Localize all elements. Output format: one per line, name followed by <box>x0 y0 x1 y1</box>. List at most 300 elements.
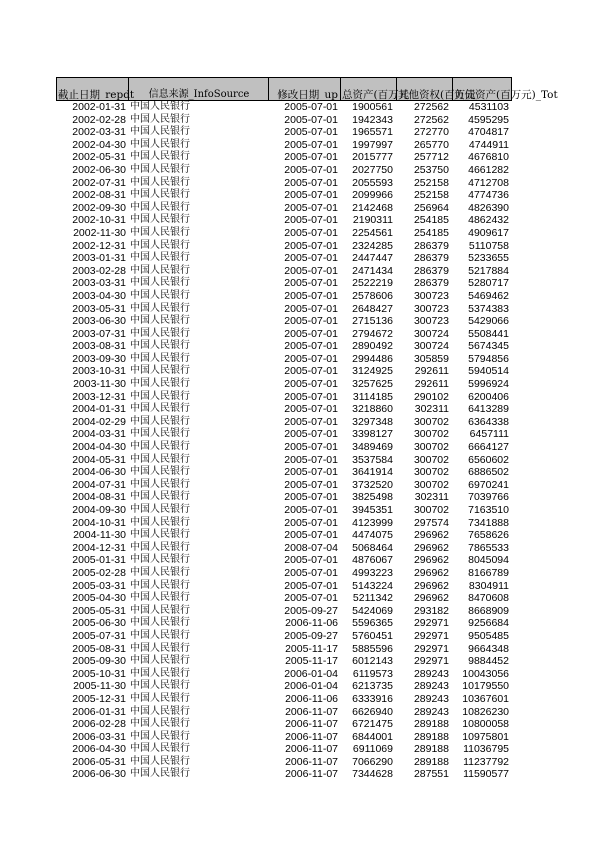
cell-v3[interactable]: 9884452 <box>468 655 509 668</box>
cell-v1[interactable]: 3297348 <box>352 415 393 428</box>
cell-date[interactable]: 2004-07-31 <box>72 478 126 491</box>
cell-v2[interactable]: 289188 <box>413 730 449 743</box>
cell-source[interactable]: 中国人民银行 <box>130 441 190 453</box>
cell-v2[interactable]: 289243 <box>413 705 449 718</box>
cell-modified[interactable]: 2005-07-01 <box>284 428 338 441</box>
cell-v3[interactable]: 9256684 <box>468 617 509 630</box>
cell-source[interactable]: 中国人民银行 <box>130 453 190 465</box>
cell-v2[interactable]: 292971 <box>413 629 449 642</box>
cell-source[interactable]: 中国人民银行 <box>130 541 190 553</box>
cell-source[interactable]: 中国人民银行 <box>130 201 190 213</box>
cell-source[interactable]: 中国人民银行 <box>130 214 190 226</box>
cell-modified[interactable]: 2005-07-01 <box>284 315 338 328</box>
cell-v2[interactable]: 300702 <box>413 453 449 466</box>
cell-v1[interactable]: 5143224 <box>352 579 393 592</box>
cell-date[interactable]: 2005-04-30 <box>72 592 126 605</box>
cell-v1[interactable]: 1997997 <box>352 138 393 151</box>
cell-source[interactable]: 中国人民银行 <box>130 554 190 566</box>
cell-source[interactable]: 中国人民银行 <box>130 428 190 440</box>
cell-source[interactable]: 中国人民银行 <box>130 743 190 755</box>
cell-source[interactable]: 中国人民银行 <box>130 491 190 503</box>
cell-source[interactable]: 中国人民银行 <box>130 264 190 276</box>
cell-v2[interactable]: 286379 <box>413 252 449 265</box>
cell-modified[interactable]: 2006-11-06 <box>285 617 338 630</box>
cell-v1[interactable]: 5424069 <box>352 604 393 617</box>
cell-date[interactable]: 2002-03-31 <box>72 126 126 139</box>
cell-v2[interactable]: 296962 <box>413 529 449 542</box>
cell-source[interactable]: 中国人民银行 <box>130 151 190 163</box>
cell-v3[interactable]: 6457111 <box>469 428 509 441</box>
cell-v3[interactable]: 11237792 <box>463 755 509 768</box>
cell-v1[interactable]: 7344628 <box>352 768 393 781</box>
cell-v1[interactable]: 2447447 <box>352 252 393 265</box>
cell-v3[interactable]: 8668909 <box>468 604 509 617</box>
cell-date[interactable]: 2003-01-31 <box>72 252 126 265</box>
cell-modified[interactable]: 2005-07-01 <box>284 239 338 252</box>
cell-source[interactable]: 中国人民银行 <box>130 415 190 427</box>
cell-v1[interactable]: 6911069 <box>352 743 393 756</box>
cell-modified[interactable]: 2005-09-27 <box>284 604 338 617</box>
cell-date[interactable]: 2004-10-31 <box>72 516 126 529</box>
cell-v1[interactable]: 4876067 <box>352 554 393 567</box>
cell-v3[interactable]: 4676810 <box>468 151 509 164</box>
cell-source[interactable]: 中国人民银行 <box>130 390 190 402</box>
cell-modified[interactable]: 2005-07-01 <box>284 529 338 542</box>
cell-source[interactable]: 中国人民银行 <box>130 478 190 490</box>
cell-source[interactable]: 中国人民银行 <box>130 277 190 289</box>
cell-v2[interactable]: 292611 <box>414 378 449 391</box>
cell-source[interactable]: 中国人民银行 <box>130 403 190 415</box>
cell-v1[interactable]: 3641914 <box>352 466 393 479</box>
cell-v2[interactable]: 289188 <box>413 755 449 768</box>
cell-v1[interactable]: 3537584 <box>352 453 393 466</box>
cell-modified[interactable]: 2005-07-01 <box>284 289 338 302</box>
cell-modified[interactable]: 2005-07-01 <box>284 352 338 365</box>
cell-v2[interactable]: 300724 <box>413 340 449 353</box>
cell-modified[interactable]: 2005-07-01 <box>284 302 338 315</box>
cell-v3[interactable]: 7163510 <box>468 504 509 516</box>
cell-source[interactable]: 中国人民银行 <box>130 504 190 515</box>
cell-v1[interactable]: 5211342 <box>352 592 393 605</box>
cell-modified[interactable]: 2005-07-01 <box>284 504 338 516</box>
cell-date[interactable]: 2005-06-30 <box>72 617 126 630</box>
cell-v3[interactable]: 6413289 <box>468 403 509 416</box>
cell-modified[interactable]: 2005-07-01 <box>284 378 338 391</box>
cell-v2[interactable]: 292971 <box>413 642 449 655</box>
cell-v3[interactable]: 4661282 <box>468 163 509 176</box>
cell-date[interactable]: 2005-05-31 <box>72 604 126 617</box>
cell-v2[interactable]: 254185 <box>413 214 449 227</box>
cell-v3[interactable]: 5429066 <box>468 315 509 328</box>
cell-v2[interactable]: 289188 <box>413 718 449 731</box>
cell-v3[interactable]: 7039766 <box>468 491 509 504</box>
cell-v2[interactable]: 300702 <box>413 504 449 516</box>
cell-v1[interactable]: 3114185 <box>352 390 393 403</box>
cell-v3[interactable]: 7865533 <box>468 541 509 554</box>
cell-date[interactable]: 2003-10-31 <box>72 365 126 378</box>
cell-modified[interactable]: 2006-11-07 <box>285 768 338 781</box>
cell-source[interactable]: 中国人民银行 <box>130 101 190 112</box>
cell-v3[interactable]: 4595295 <box>468 113 509 126</box>
cell-v3[interactable]: 11590577 <box>463 768 509 781</box>
cell-modified[interactable]: 2005-09-27 <box>284 629 338 642</box>
cell-source[interactable]: 中国人民银行 <box>130 113 190 125</box>
cell-date[interactable]: 2004-12-31 <box>72 541 126 554</box>
cell-v1[interactable]: 6333916 <box>352 692 393 705</box>
cell-date[interactable]: 2004-04-30 <box>72 441 126 454</box>
cell-v3[interactable]: 5217884 <box>468 264 509 277</box>
cell-date[interactable]: 2002-02-28 <box>72 113 126 126</box>
cell-v3[interactable]: 4862432 <box>468 214 509 227</box>
cell-source[interactable]: 中国人民银行 <box>130 655 190 667</box>
cell-date[interactable]: 2003-04-30 <box>72 289 126 302</box>
cell-date[interactable]: 2002-09-30 <box>72 201 126 214</box>
cell-date[interactable]: 2004-05-31 <box>72 453 126 466</box>
cell-modified[interactable]: 2005-07-01 <box>284 327 338 340</box>
cell-v2[interactable]: 305859 <box>413 352 449 365</box>
cell-source[interactable]: 中国人民银行 <box>130 289 190 301</box>
cell-date[interactable]: 2006-02-28 <box>72 718 126 731</box>
cell-modified[interactable]: 2005-07-01 <box>284 340 338 353</box>
cell-modified[interactable]: 2006-11-07 <box>285 755 338 768</box>
cell-modified[interactable]: 2005-11-17 <box>285 655 338 668</box>
cell-modified[interactable]: 2006-11-07 <box>285 705 338 718</box>
cell-v2[interactable]: 256964 <box>413 201 449 214</box>
header-cell-v1[interactable]: 总资产(百万元 <box>340 77 396 101</box>
cell-v2[interactable]: 300723 <box>413 302 449 315</box>
cell-v1[interactable]: 2648427 <box>352 302 393 315</box>
cell-v3[interactable]: 8304911 <box>468 579 509 592</box>
cell-modified[interactable]: 2005-07-01 <box>284 566 338 579</box>
cell-source[interactable]: 中国人民银行 <box>130 592 190 604</box>
cell-source[interactable]: 中国人民银行 <box>130 126 190 138</box>
cell-v3[interactable]: 10800058 <box>462 718 509 731</box>
cell-v1[interactable]: 1942343 <box>352 113 393 126</box>
cell-date[interactable]: 2002-11-30 <box>73 226 126 239</box>
cell-v3[interactable]: 6364338 <box>468 415 509 428</box>
cell-v3[interactable]: 4826390 <box>468 201 509 214</box>
cell-v3[interactable]: 5674345 <box>468 340 509 353</box>
cell-v3[interactable]: 10975801 <box>462 730 509 743</box>
cell-v2[interactable]: 272562 <box>413 101 449 113</box>
header-cell-source[interactable]: 信息来源_InfoSource <box>128 77 268 101</box>
cell-v3[interactable]: 4712708 <box>468 176 509 189</box>
cell-modified[interactable]: 2006-11-06 <box>285 692 338 705</box>
cell-date[interactable]: 2003-06-30 <box>72 315 126 328</box>
cell-source[interactable]: 中国人民银行 <box>130 239 190 251</box>
cell-v1[interactable]: 6012143 <box>352 655 393 668</box>
cell-date[interactable]: 2005-03-31 <box>72 579 126 592</box>
cell-v1[interactable]: 3124925 <box>352 365 393 378</box>
cell-modified[interactable]: 2005-07-01 <box>284 516 338 529</box>
cell-v1[interactable]: 3489469 <box>352 441 393 454</box>
cell-modified[interactable]: 2005-07-01 <box>284 478 338 491</box>
cell-source[interactable]: 中国人民银行 <box>130 226 190 238</box>
cell-date[interactable]: 2003-08-31 <box>72 340 126 353</box>
cell-v1[interactable]: 2471434 <box>352 264 393 277</box>
cell-modified[interactable]: 2005-07-01 <box>284 441 338 454</box>
cell-v1[interactable]: 2015777 <box>352 151 393 164</box>
cell-modified[interactable]: 2005-07-01 <box>284 390 338 403</box>
cell-modified[interactable]: 2006-01-04 <box>284 667 338 680</box>
cell-v3[interactable]: 5280717 <box>468 277 509 290</box>
cell-v3[interactable]: 5794856 <box>468 352 509 365</box>
cell-v1[interactable]: 6721475 <box>352 718 393 731</box>
cell-v3[interactable]: 5508441 <box>468 327 509 340</box>
cell-v1[interactable]: 2794672 <box>352 327 393 340</box>
cell-v1[interactable]: 2578606 <box>352 289 393 302</box>
cell-v3[interactable]: 5940514 <box>468 365 509 378</box>
cell-v1[interactable]: 4123999 <box>352 516 393 529</box>
cell-date[interactable]: 2003-12-31 <box>72 390 126 403</box>
cell-source[interactable]: 中国人民银行 <box>130 692 190 704</box>
cell-v2[interactable]: 296962 <box>413 566 449 579</box>
cell-v1[interactable]: 6119573 <box>352 667 393 680</box>
cell-source[interactable]: 中国人民银行 <box>130 340 190 352</box>
cell-v3[interactable]: 7658626 <box>468 529 509 542</box>
cell-date[interactable]: 2002-07-31 <box>72 176 126 189</box>
cell-v3[interactable]: 6560602 <box>468 453 509 466</box>
cell-date[interactable]: 2006-03-31 <box>72 730 126 743</box>
cell-source[interactable]: 中国人民银行 <box>130 529 190 541</box>
cell-date[interactable]: 2003-03-31 <box>72 277 126 290</box>
cell-date[interactable]: 2004-11-30 <box>73 529 126 542</box>
cell-v2[interactable]: 252158 <box>413 189 449 202</box>
cell-modified[interactable]: 2005-07-01 <box>284 466 338 479</box>
cell-source[interactable]: 中国人民银行 <box>130 163 190 175</box>
cell-source[interactable]: 中国人民银行 <box>130 327 190 339</box>
cell-date[interactable]: 2004-02-29 <box>72 415 126 428</box>
cell-v2[interactable]: 300723 <box>413 315 449 328</box>
cell-v2[interactable]: 265770 <box>413 138 449 151</box>
cell-v3[interactable]: 6664127 <box>468 441 509 454</box>
cell-date[interactable]: 2006-05-31 <box>72 755 126 768</box>
cell-v2[interactable]: 253750 <box>413 163 449 176</box>
cell-date[interactable]: 2005-01-31 <box>72 554 126 567</box>
cell-v1[interactable]: 1900561 <box>352 101 393 113</box>
cell-date[interactable]: 2003-11-30 <box>73 378 126 391</box>
cell-date[interactable]: 2005-02-28 <box>72 566 126 579</box>
cell-source[interactable]: 中国人民银行 <box>130 629 190 641</box>
cell-v2[interactable]: 289188 <box>413 743 449 756</box>
cell-v3[interactable]: 9664348 <box>468 642 509 655</box>
cell-source[interactable]: 中国人民银行 <box>130 378 190 390</box>
cell-v1[interactable]: 6213735 <box>352 680 393 693</box>
cell-source[interactable]: 中国人民银行 <box>130 516 190 528</box>
cell-source[interactable]: 中国人民银行 <box>130 566 190 578</box>
cell-modified[interactable]: 2005-07-01 <box>284 415 338 428</box>
cell-modified[interactable]: 2005-07-01 <box>284 138 338 151</box>
cell-v2[interactable]: 300702 <box>413 466 449 479</box>
cell-source[interactable]: 中国人民银行 <box>130 138 190 150</box>
cell-v1[interactable]: 2890492 <box>352 340 393 353</box>
cell-source[interactable]: 中国人民银行 <box>130 667 190 679</box>
cell-v3[interactable]: 7341888 <box>468 516 509 529</box>
cell-modified[interactable]: 2005-07-01 <box>284 163 338 176</box>
cell-v2[interactable]: 302311 <box>414 403 449 416</box>
cell-v2[interactable]: 257712 <box>413 151 449 164</box>
cell-source[interactable]: 中国人民银行 <box>130 642 190 654</box>
cell-v3[interactable]: 8045094 <box>468 554 509 567</box>
cell-v1[interactable]: 2099966 <box>352 189 393 202</box>
cell-date[interactable]: 2006-01-31 <box>72 705 126 718</box>
cell-v1[interactable]: 2055593 <box>352 176 393 189</box>
cell-v3[interactable]: 5469462 <box>468 289 509 302</box>
cell-source[interactable]: 中国人民银行 <box>130 768 190 780</box>
cell-modified[interactable]: 2005-11-17 <box>285 642 338 655</box>
header-cell-v3[interactable]: 负债资产(百万元)_Tot <box>452 77 512 101</box>
cell-date[interactable]: 2006-04-30 <box>72 743 126 756</box>
cell-date[interactable]: 2004-08-31 <box>72 491 126 504</box>
cell-modified[interactable]: 2005-07-01 <box>284 126 338 139</box>
cell-v1[interactable]: 3732520 <box>352 478 393 491</box>
cell-source[interactable]: 中国人民银行 <box>130 189 190 201</box>
cell-v1[interactable]: 7066290 <box>352 755 393 768</box>
cell-modified[interactable]: 2005-07-01 <box>284 592 338 605</box>
cell-v2[interactable]: 297574 <box>413 516 449 529</box>
cell-modified[interactable]: 2005-07-01 <box>284 189 338 202</box>
cell-v2[interactable]: 300702 <box>413 428 449 441</box>
cell-v3[interactable]: 6886502 <box>468 466 509 479</box>
cell-v1[interactable]: 3825498 <box>352 491 393 504</box>
cell-modified[interactable]: 2005-07-01 <box>284 453 338 466</box>
cell-date[interactable]: 2006-06-30 <box>72 768 126 781</box>
cell-v1[interactable]: 5760451 <box>352 629 393 642</box>
cell-source[interactable]: 中国人民银行 <box>130 365 190 377</box>
cell-v1[interactable]: 4993223 <box>352 566 393 579</box>
cell-v1[interactable]: 6844001 <box>352 730 393 743</box>
cell-v2[interactable]: 286379 <box>413 264 449 277</box>
cell-modified[interactable]: 2005-07-01 <box>284 365 338 378</box>
cell-v2[interactable]: 293182 <box>413 604 449 617</box>
cell-v1[interactable]: 2254561 <box>352 226 393 239</box>
cell-source[interactable]: 中国人民银行 <box>130 730 190 742</box>
cell-v2[interactable]: 300702 <box>413 415 449 428</box>
cell-v1[interactable]: 3945351 <box>352 504 393 516</box>
cell-v3[interactable]: 4704817 <box>468 126 509 139</box>
cell-date[interactable]: 2003-09-30 <box>72 352 126 365</box>
cell-source[interactable]: 中国人民银行 <box>130 352 190 364</box>
cell-v1[interactable]: 2324285 <box>352 239 393 252</box>
cell-v1[interactable]: 2715136 <box>352 315 393 328</box>
cell-modified[interactable]: 2008-07-04 <box>284 541 338 554</box>
cell-modified[interactable]: 2006-11-07 <box>285 743 338 756</box>
cell-v2[interactable]: 300724 <box>413 327 449 340</box>
cell-source[interactable]: 中国人民银行 <box>130 252 190 264</box>
cell-modified[interactable]: 2005-07-01 <box>284 201 338 214</box>
cell-v2[interactable]: 287551 <box>413 768 449 781</box>
cell-modified[interactable]: 2005-07-01 <box>284 403 338 416</box>
cell-v1[interactable]: 5596365 <box>352 617 393 630</box>
cell-modified[interactable]: 2005-07-01 <box>284 226 338 239</box>
cell-modified[interactable]: 2006-11-07 <box>285 718 338 731</box>
cell-source[interactable]: 中国人民银行 <box>130 680 190 692</box>
cell-modified[interactable]: 2005-07-01 <box>284 554 338 567</box>
cell-date[interactable]: 2005-12-31 <box>72 692 126 705</box>
cell-source[interactable]: 中国人民银行 <box>130 617 190 629</box>
cell-date[interactable]: 2004-09-30 <box>72 504 126 516</box>
cell-source[interactable]: 中国人民银行 <box>130 718 190 730</box>
cell-v3[interactable]: 5233655 <box>468 252 509 265</box>
cell-v2[interactable]: 296962 <box>413 554 449 567</box>
cell-v2[interactable]: 254185 <box>413 226 449 239</box>
cell-date[interactable]: 2002-05-31 <box>72 151 126 164</box>
cell-v3[interactable]: 10826230 <box>462 705 509 718</box>
cell-date[interactable]: 2004-03-31 <box>72 428 126 441</box>
cell-modified[interactable]: 2005-07-01 <box>284 176 338 189</box>
cell-v3[interactable]: 10043056 <box>462 667 509 680</box>
cell-v1[interactable]: 6626940 <box>352 705 393 718</box>
cell-v2[interactable]: 292611 <box>414 365 449 378</box>
cell-source[interactable]: 中国人民银行 <box>130 302 190 314</box>
cell-date[interactable]: 2004-01-31 <box>72 403 126 416</box>
header-cell-modified[interactable]: 修改日期_up <box>268 77 340 101</box>
cell-modified[interactable]: 2006-11-07 <box>285 730 338 743</box>
cell-v2[interactable]: 272562 <box>413 113 449 126</box>
cell-date[interactable]: 2003-05-31 <box>72 302 126 315</box>
cell-date[interactable]: 2005-11-30 <box>73 680 126 693</box>
cell-v1[interactable]: 2190311 <box>352 214 393 227</box>
cell-modified[interactable]: 2005-07-01 <box>284 579 338 592</box>
cell-v2[interactable]: 289243 <box>413 667 449 680</box>
cell-modified[interactable]: 2005-07-01 <box>284 113 338 126</box>
cell-v3[interactable]: 4774736 <box>468 189 509 202</box>
cell-v1[interactable]: 3398127 <box>352 428 393 441</box>
cell-v3[interactable]: 6200406 <box>468 390 509 403</box>
cell-v1[interactable]: 3257625 <box>352 378 393 391</box>
cell-v3[interactable]: 8470608 <box>468 592 509 605</box>
cell-v2[interactable]: 272770 <box>413 126 449 139</box>
header-cell-date[interactable]: 截止日期_repdt <box>56 77 128 101</box>
cell-v2[interactable]: 289243 <box>413 692 449 705</box>
cell-modified[interactable]: 2005-07-01 <box>284 214 338 227</box>
cell-v3[interactable]: 5110758 <box>468 239 509 252</box>
cell-v2[interactable]: 290102 <box>413 390 449 403</box>
header-cell-v2[interactable]: 其他资权(百万元 <box>396 77 452 101</box>
cell-source[interactable]: 中国人民银行 <box>130 755 190 767</box>
cell-v2[interactable]: 252158 <box>413 176 449 189</box>
cell-v1[interactable]: 2027750 <box>352 163 393 176</box>
cell-v3[interactable]: 5996924 <box>468 378 509 391</box>
cell-v1[interactable]: 3218860 <box>352 403 393 416</box>
cell-v1[interactable]: 4474075 <box>352 529 393 542</box>
cell-date[interactable]: 2004-06-30 <box>72 466 126 479</box>
cell-v1[interactable]: 2994486 <box>352 352 393 365</box>
cell-source[interactable]: 中国人民银行 <box>130 176 190 188</box>
cell-v2[interactable]: 296962 <box>413 579 449 592</box>
cell-date[interactable]: 2002-06-30 <box>72 163 126 176</box>
cell-v2[interactable]: 300723 <box>413 289 449 302</box>
cell-v1[interactable]: 5068464 <box>352 541 393 554</box>
cell-modified[interactable]: 2005-07-01 <box>284 252 338 265</box>
cell-v2[interactable]: 286379 <box>413 277 449 290</box>
cell-modified[interactable]: 2005-07-01 <box>284 101 338 113</box>
cell-v2[interactable]: 302311 <box>414 491 449 504</box>
cell-v1[interactable]: 1965571 <box>352 126 393 139</box>
cell-v3[interactable]: 4531103 <box>468 101 509 113</box>
cell-v1[interactable]: 5885596 <box>352 642 393 655</box>
cell-date[interactable]: 2005-09-30 <box>72 655 126 668</box>
cell-v3[interactable]: 4744911 <box>468 138 509 151</box>
cell-source[interactable]: 中国人民银行 <box>130 579 190 591</box>
cell-v3[interactable]: 4909617 <box>468 226 509 239</box>
cell-modified[interactable]: 2005-07-01 <box>284 151 338 164</box>
cell-v2[interactable]: 300702 <box>413 478 449 491</box>
cell-source[interactable]: 中国人民银行 <box>130 604 190 616</box>
cell-modified[interactable]: 2005-07-01 <box>284 491 338 504</box>
cell-v3[interactable]: 9505485 <box>468 629 509 642</box>
cell-v1[interactable]: 2142468 <box>352 201 393 214</box>
